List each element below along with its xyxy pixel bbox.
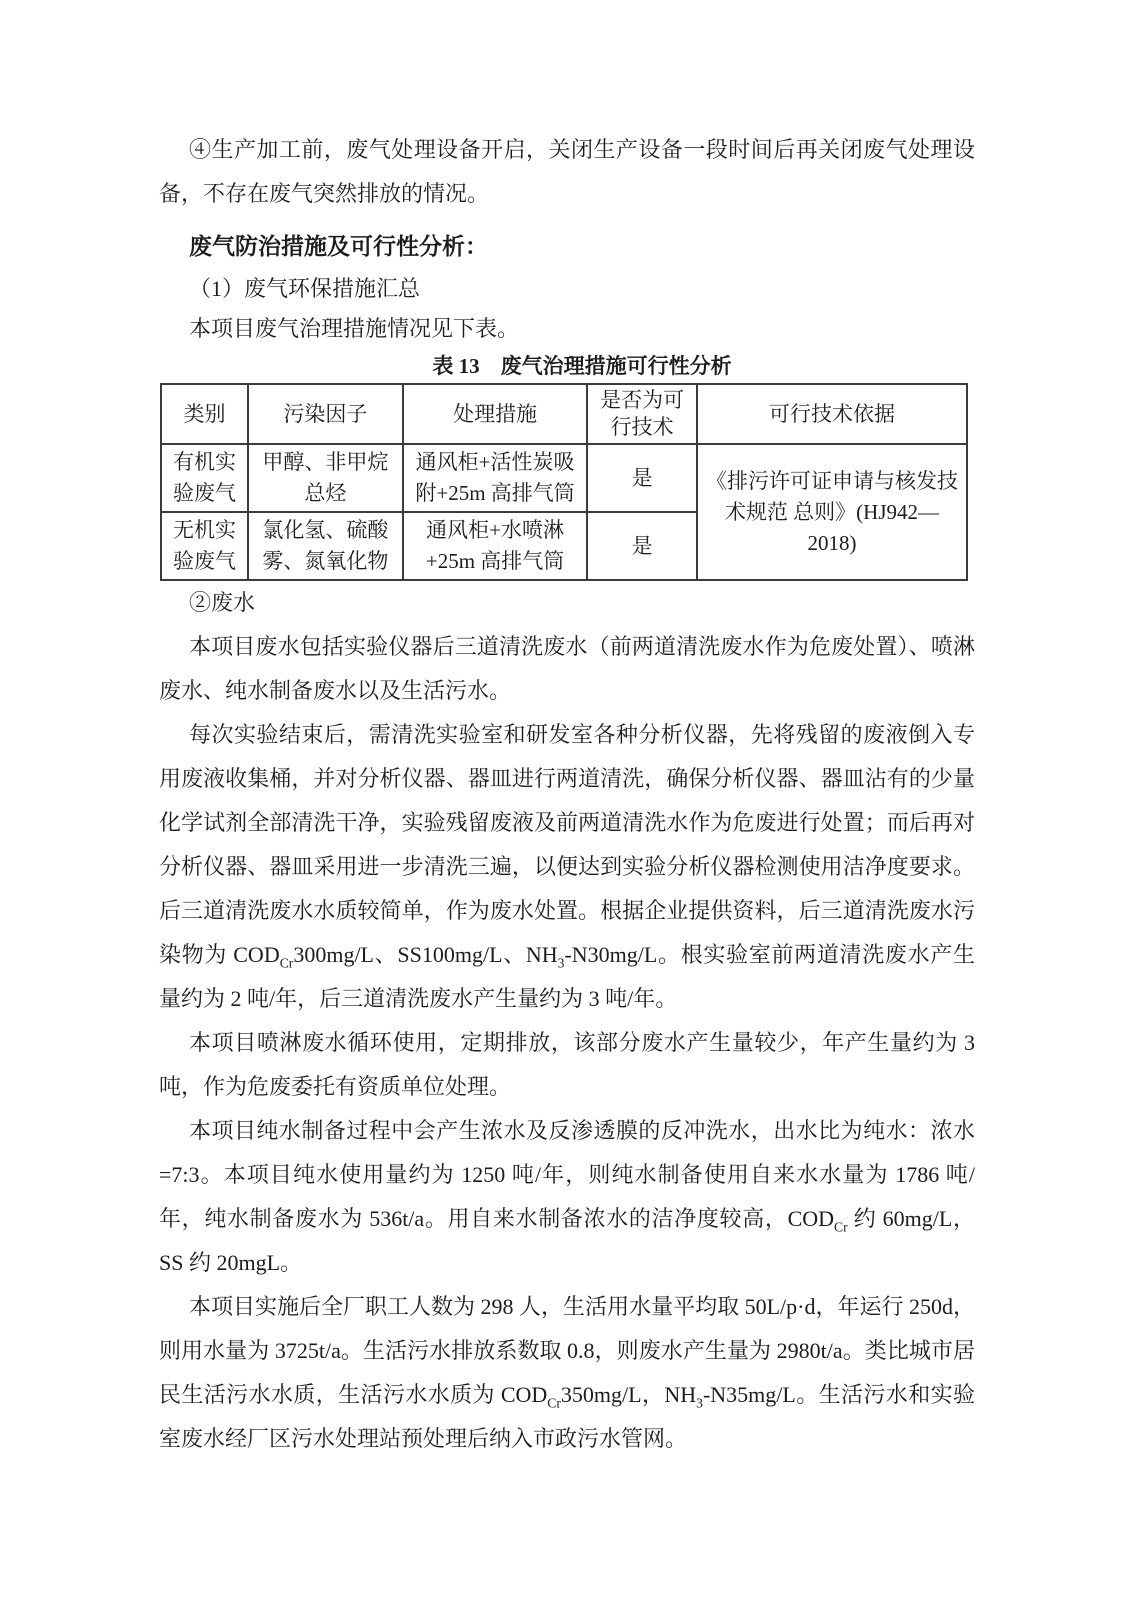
header-feasible: 是否为可行技术 [587,384,697,444]
table-intro-text: 本项目废气治理措施情况见下表。 [189,316,520,341]
cell-pollutants-inorganic: 氯化氢、硫酸雾、氮氧化物 [248,512,403,580]
cell-feasible-organic: 是 [587,444,697,512]
cell-category-organic: 有机实验废气 [161,444,248,512]
cell-treatment-inorganic: 通风柜+水喷淋+25m 高排气筒 [403,512,588,580]
header-category: 类别 [161,384,248,444]
cell-basis-merged: 《排污许可证申请与核发技术规范 总则》(HJ942—2018) [697,444,967,580]
table-row-organic [161,444,967,512]
waste-gas-measures-table [160,383,968,581]
cell-pollutants-organic: 甲醇、非甲烷总烃 [248,444,403,512]
cell-category-inorganic: 无机实验废气 [161,512,248,580]
table-header-row [161,384,967,444]
cell-treatment-organic: 通风柜+活性炭吸附+25m 高排气筒 [403,444,588,512]
paragraph-domestic-sewage: 本项目实施后全厂职工人数为 298 人，生活用水量平均取 50L/p·d，年运行 250d，则用水量为 3725t/a。生活污水排放系数取 0.8，则废水产生量为 2980t/a。类比城市居民生活污水水质，生活污水水质为 $COD_{Cr}350mg/L$，$NH_3-N35mg/L$。生活污水和实验室废水经厂区污水处理站预处理后纳入市政污水管网。 [159,1294,975,1451]
section-heading-waste-gas-measures: 废气防治措施及可行性分析： [189,234,488,259]
subheading-waste-gas-summary: （1）废气环保措施汇总 [189,276,421,301]
paragraph-wastewater-overview: 本项目废水包括实验仪器后三道清洗废水（前两道清洗废水作为危废处置）、喷淋废水、纯水制备废水以及生活污水。 [159,634,975,703]
table-caption: 表 13 废气治理措施可行性分析 [432,354,732,378]
paragraph-production-process: ④生产加工前，废气处理设备开启，关闭生产设备一段时间后再关闭废气处理设备，不存在废气突然排放的情况。 [159,137,975,206]
page-content [159,128,975,1461]
header-treatment: 处理措施 [403,384,588,444]
paragraph-spray-wastewater: 本项目喷淋废水循环使用，定期排放，该部分废水产生量较少，年产生量约为 3 吨，作为危废委托有资质单位处理。 [159,1030,975,1099]
cell-feasible-inorganic: 是 [587,512,697,580]
header-basis: 可行技术依据 [697,384,967,444]
paragraph-pure-water: 本项目纯水制备过程中会产生浓水及反渗透膜的反冲洗水，出水比为纯水：浓水=7:3。本项目纯水使用量约为 1250 吨/年，则纯水制备使用自来水水量为 1786 吨/年，纯水制备废水为 536t/a。用自来水制备浓水的洁净度较高，$COD_{Cr}$ 约 60mg/L，SS 约 20mgL。 [159,1118,975,1275]
wastewater-section [159,581,975,1461]
paragraph-instrument-cleaning: 每次实验结束后，需清洗实验室和研发室各种分析仪器，先将残留的废液倒入专用废液收集桶，并对分析仪器、器皿进行两道清洗，确保分析仪器、器皿沾有的少量化学试剂全部清洗干净，实验残留废液及前两道清洗水作为危废进行处置；而后再对分析仪器、器皿采用进一步清洗三遍，以便达到实验分析仪器检测使用洁净度要求。后三道清洗废水水质较简单，作为废水处置。根据企业提供资料，后三道清洗废水污染物为 $COD_{Cr}300mg/L$、SS100mg/L、$NH_3-N30mg/L$。根实验室前两道清洗废水产生量约为 2 吨/年，后三道清洗废水产生量约为 3 吨/年。 [159,722,975,1011]
header-pollutants: 污染因子 [248,384,403,444]
wastewater-heading: ②废水 [189,590,256,615]
